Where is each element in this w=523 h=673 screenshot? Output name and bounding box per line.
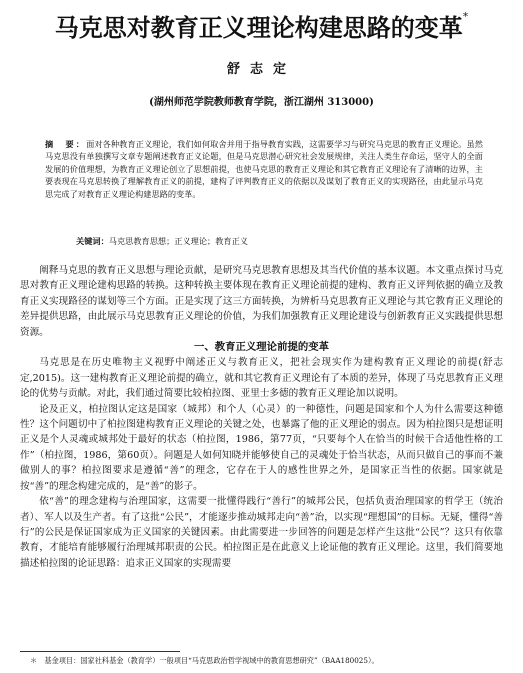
section-heading: 一、教育正义理论前提的变革 <box>193 341 330 354</box>
footnote: ＊ 基金项目：国家社科基金（教育学）一般项目“马克思政治哲学视域中的教育思想研究”（BAA180025）。 <box>30 656 379 665</box>
keywords-label: 关键词： <box>76 236 109 246</box>
body-paragraph-3: 依“善”的理念建构与治理国家，这需要一批懂得践行“善行”的城邦公民，包括负责治理国家的哲学王（统治者）、军人以及生产者。有了这批“公民”，才能逐步推动城邦走向“善”治，以实现“理想国”的目标。无疑，懂得“善行”的公民是保证国家成为正义国家的关键因素。由此需要进一步回答的问题是怎样产生这批“公民”？这只有依靠教育，才能培育能够履行治理城邦职责的公民。柏拉图正是在此意义上论证他的教育正义理论。这里，我们简要地描述柏拉图的论证思路：追求正义国家的实现需要 <box>20 496 503 569</box>
keywords-text: 马克思教育思想；正义理论；教育正义 <box>108 236 248 246</box>
abstract-label: 摘 要： <box>45 139 87 149</box>
abstract <box>45 138 483 200</box>
paper-title <box>0 8 523 43</box>
author-name: 舒志定 <box>226 62 296 77</box>
body-text <box>20 263 503 571</box>
keywords <box>76 236 248 247</box>
body-paragraph-1: 马克思是在历史唯物主义视野中阐述正义与教育正义，把社会现实作为建构教育正义理论的前提(舒志定,2015)。这一建构教育正义理论前提的确立，就和其它教育正义理论有了本质的差异，体现了马克思教育正义理论的优势与贡献。对此，我们通过简要比较柏拉图、亚里士多德的教育正义理论加以说明。 <box>20 357 503 400</box>
intro-paragraph: 阐释马克思的教育正义思想与理论贡献，是研究马克思教育思想及其当代价值的基本议题。本文重点探讨马克思对教育正义理论建构思路的转换。这种转换主要体现在教育正义理论前提的建构、教育正义评判依据的确立及教育正义实现路径的谋划等三个方面。正是实现了这三方面转换，为辨析马克思教育正义理论与其它教育正义理论的差异提供思路，由此展示马克思教育正义理论的价值，为我们加强教育正义理论建设与创新教育正义实践提供思想资源。 <box>20 265 503 338</box>
paper-title-text: 马克思对教育正义理论构建思路的变革 <box>54 14 463 42</box>
author-affiliation: (湖州师范学院教师教育学院，浙江湖州 313000) <box>149 97 374 108</box>
body-paragraph-2: 论及正义，柏拉图认定这是国家（城邦）和个人（心灵）的一种德性，问题是国家和个人为什么需要这种德性？这个问题切中了柏拉图建构教育正义理论的关键之处，也暴露了他的正义理论的弱点。因为柏拉图只是想证明正义是个人灵魂或城邦处于最好的状态（柏拉图，1986，第77页，“只要每个人在恰当的时候干合适他性格的工作”（柏拉图，1986，第60页）。问题是人如何知晓并能够使自己的灵魂处于恰当状态，从而只做自己的事而不兼做别人的事？柏拉图要求是遵循“善”的理念，它存在于人的感性世界之外，是国家正当性的依据。国家就是按“善”的理念构建完成的，是“善”的影子。 <box>20 403 503 492</box>
footnote-rule <box>20 651 180 652</box>
title-footnote-mark: * <box>462 10 469 23</box>
abstract-text: 面对各种教育正义理论，我们如何取舍并用于指导教育实践，这需要学习与研究马克思的教育正义理论。虽然马克思没有单独撰写文章专题阐述教育正义论题，但是马克思潜心研究社会发展规律，关注人类生存命运，坚守人的全面发展的价值理想，为教育正义理论创立了思想前提，也使马克思的教育正义理论和其它教育正义理论有了清晰的边界，主要表现在马克思转换了理解教育正义的前提，建构了评判教育正义的依据以及谋划了教育正义的实现路径，由此显示马克思完成了对教育正义理论构建思路的变革。 <box>45 139 483 199</box>
